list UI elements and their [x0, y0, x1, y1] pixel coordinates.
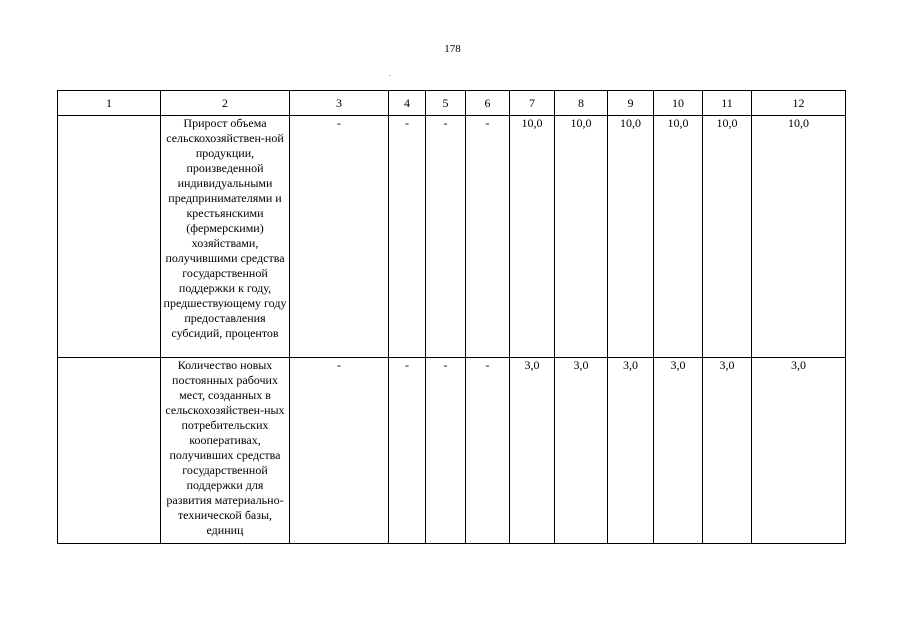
value-cell-col-10: 10,0 [654, 116, 703, 358]
header-col-11: 11 [703, 91, 752, 116]
header-col-12: 12 [752, 91, 846, 116]
header-col-6: 6 [466, 91, 510, 116]
header-col-4: 4 [389, 91, 426, 116]
value-cell-col-3: - [290, 358, 389, 544]
header-col-3: 3 [290, 91, 389, 116]
value-cell-col-11: 3,0 [703, 358, 752, 544]
value-cell-col-7: 3,0 [510, 358, 555, 544]
header-col-8: 8 [555, 91, 608, 116]
value-cell-col-6: - [466, 358, 510, 544]
value-cell-col-4: - [389, 116, 426, 358]
value-cell-col-7: 10,0 [510, 116, 555, 358]
table-row [58, 116, 846, 358]
header-row [58, 91, 846, 116]
value-cell-col-5: - [426, 358, 466, 544]
value-cell-col-3: - [290, 116, 389, 358]
indicator-name-cell: Количество новых постоянных рабочих мест, созданных в сельскохозяйствен-ных потребительских кооперативах, получивших средства государственной поддержки для развития материально-технической базы, единиц [161, 358, 290, 544]
value-cell-col-5: - [426, 116, 466, 358]
value-cell-col-4: - [389, 358, 426, 544]
value-cell-col-6: - [466, 116, 510, 358]
header-col-10: 10 [654, 91, 703, 116]
row-cell-col-1 [58, 116, 161, 358]
indicator-name-cell: Прирост объема сельскохозяйствен-ной продукции, произведенной индивидуальными предпринимателями и крестьянскими (фермерскими) хозяйствами, получившими средства государственной поддержки к году, предшествующему году предоставления субсидий, процентов [161, 116, 290, 358]
value-cell-col-9: 3,0 [608, 358, 654, 544]
value-cell-col-8: 3,0 [555, 358, 608, 544]
page-number: 178 [444, 43, 461, 55]
header-col-2: 2 [161, 91, 290, 116]
row-cell-col-1 [58, 358, 161, 544]
header-col-5: 5 [426, 91, 466, 116]
scan-speck [389, 75, 391, 76]
header-col-9: 9 [608, 91, 654, 116]
value-cell-col-8: 10,0 [555, 116, 608, 358]
indicator-table [57, 90, 846, 544]
header-col-7: 7 [510, 91, 555, 116]
value-cell-col-12: 10,0 [752, 116, 846, 358]
table-row [58, 358, 846, 544]
value-cell-col-11: 10,0 [703, 116, 752, 358]
value-cell-col-12: 3,0 [752, 358, 846, 544]
header-col-1: 1 [58, 91, 161, 116]
value-cell-col-10: 3,0 [654, 358, 703, 544]
value-cell-col-9: 10,0 [608, 116, 654, 358]
